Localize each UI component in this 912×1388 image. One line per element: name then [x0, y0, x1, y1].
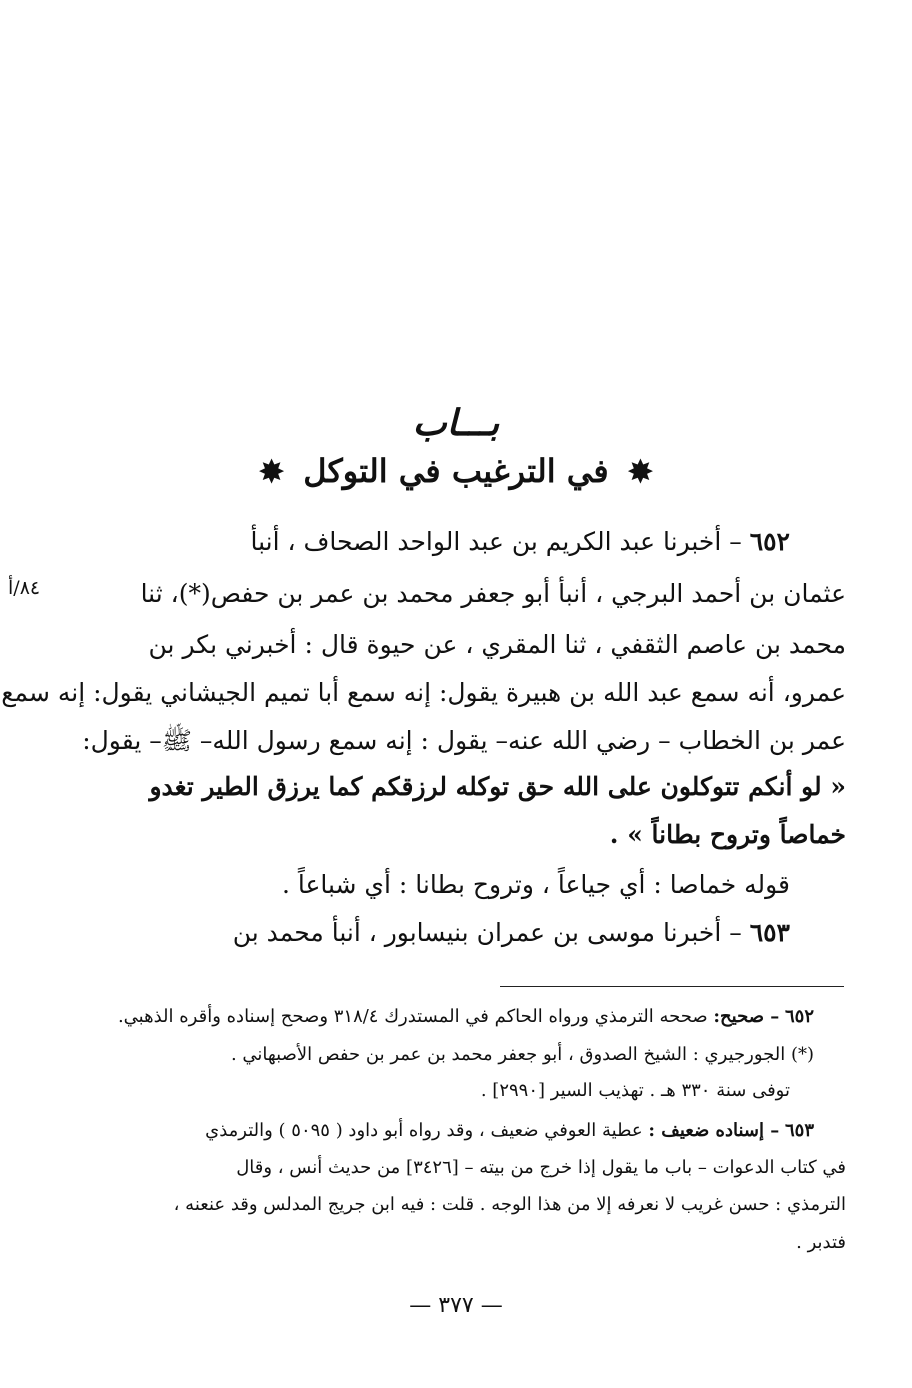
- footnote-star-line-2: توفى سنة ٣٣٠ هـ . تهذيب السير [٢٩٩٠] .: [480, 1080, 790, 1101]
- hadith-matn-line-1: « لو أنكم تتوكلون على الله حق توكله لرزقكم كما يرزق الطير تغدو: [149, 772, 846, 801]
- hadith-652-line-1: [250, 527, 790, 556]
- footnote-653-line-1: [205, 1120, 814, 1141]
- chapter-title-text: في الترغيب في التوكل: [303, 452, 609, 490]
- chapter-title: [0, 452, 912, 490]
- footnote-divider: [500, 986, 844, 987]
- gloss-line: قوله خماصا : أي جياعاً ، وتروح بطانا : أي شباعاً .: [281, 870, 790, 899]
- star-ornament-icon: ✸: [259, 455, 285, 490]
- chapter-label: بـــاب: [412, 402, 500, 444]
- page-number: — ٣٧٧ —: [409, 1293, 503, 1318]
- footnote-text: صححه الترمذي ورواه الحاكم في المستدرك ٣١٨/٤ وصحح إسناده وأقره الذهبي.: [117, 1006, 708, 1027]
- manuscript-folio-note: ٨٤/أ: [8, 577, 41, 599]
- text-segment: – أخبرنا عبد الكريم بن عبد الواحد الصحاف ، أنبأ: [250, 527, 742, 556]
- hadith-652-line-4: عمرو، أنه سمع عبد الله بن هبيرة يقول: إنه سمع أبا تميم الجيشاني يقول: إنه سمع: [1, 678, 846, 707]
- hadith-653-line-1: [233, 918, 790, 947]
- hadith-652-line-2: عثمان بن أحمد البرجي ، أنبأ أبو جعفر محمد بن عمر بن حفص(*)، ثنا: [140, 579, 846, 608]
- footnote-text: عطية العوفي ضعيف ، وقد رواه أبو داود ( ٥٠٩٥ ) والترمذي: [205, 1120, 643, 1141]
- footnote-652: [118, 1006, 814, 1027]
- footnote-grade: – صحيح:: [713, 1006, 780, 1027]
- footnote-653-line-3: الترمذي : حسن غريب لا نعرفه إلا من هذا الوجه . قلت : فيه ابن جريج المدلس وقد عنعنه ،: [173, 1194, 846, 1215]
- hadith-652-line-3: محمد بن عاصم الثقفي ، ثنا المقري ، عن حيوة قال : أخبرني بكر بن: [148, 630, 846, 659]
- text-segment: – أخبرنا موسى بن عمران بنيسابور ، أنبأ محمد بن: [232, 918, 742, 947]
- footnote-number: ٦٥٣: [784, 1120, 814, 1141]
- hadith-number: ٦٥٣: [749, 918, 790, 947]
- hadith-652-line-5: عمر بن الخطاب – رضي الله عنه– يقول : إنه سمع رسول الله– ﷺ– يقول:: [82, 726, 846, 755]
- hadith-number: ٦٥٢: [749, 527, 790, 556]
- star-ornament-icon: ✸: [627, 455, 653, 490]
- footnote-grade: – إسناده ضعيف :: [648, 1120, 780, 1141]
- footnote-number: ٦٥٢: [784, 1006, 814, 1027]
- footnote-653-line-2: في كتاب الدعوات – باب ما يقول إذا خرج من بيته – [٣٤٢٦] من حديث أنس ، وقال: [236, 1157, 846, 1178]
- hadith-matn-line-2: خماصاً وتروح بطاناً » .: [609, 820, 846, 849]
- footnote-653-line-4: فتدبر .: [796, 1232, 846, 1253]
- footnote-star-line-1: (*) الجورجيري : الشيخ الصدوق ، أبو جعفر محمد بن عمر بن حفص الأصبهاني .: [230, 1044, 814, 1065]
